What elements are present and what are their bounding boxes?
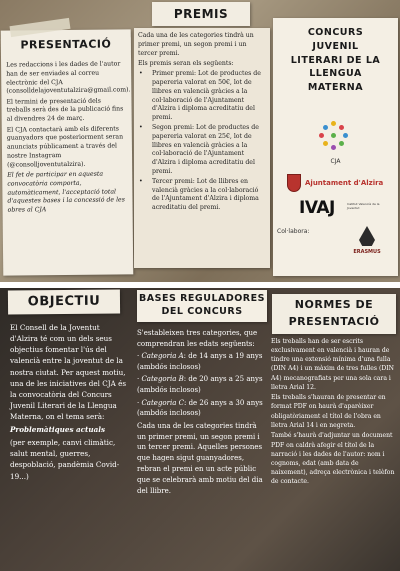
bases-title-line: DEL CONCURS (161, 306, 243, 318)
ivaj-sublabel: Institut Valencià de la Joventut (347, 202, 380, 210)
normes-body (271, 337, 397, 488)
category-text: : de 20 anys a 25 anys (ambdós inclosos) (137, 375, 263, 395)
bases-body (137, 328, 264, 498)
cja-label: CJA (330, 158, 341, 165)
objectiu-theme: Problemàtiques actuals (10, 425, 106, 435)
premis-intro-2: Els premis seran els següents: (138, 59, 234, 67)
premis-title-card (152, 2, 250, 26)
category-text: : de 14 anys a 19 anys (ambdós inclosos) (137, 352, 263, 372)
category-label: Categoria C (141, 398, 184, 407)
ship-icon (359, 226, 375, 246)
presentacio-paragraph: El CJA contactarà amb els diferents guanyadors que posteriorment seran anunciats públicament a través del nostre Instagram (@consolljoventutalzira). (6, 125, 124, 169)
presentacio-paragraph: El termini de presentació dels treballs serà des de la publicació fins al divendres 24 de març. (6, 97, 124, 123)
category-text: : de 26 anys a 30 anys (ambdós inclosos) (137, 398, 263, 418)
normes-paragraph: Els treballs s'hauran de presentar en format PDF on haurà d'aparèixer obligatòriament el títol de l'obra en lletra Arial 14 i en negreta. (271, 394, 386, 429)
concurs-title (273, 26, 398, 95)
ajuntament-label: Ajuntament d'Alzira (305, 179, 384, 187)
erasmus-label: ERASMUS (353, 249, 381, 255)
shield-icon (287, 174, 301, 192)
bases-title (137, 292, 267, 319)
concurs-title-line: LITERARI DE LA (290, 54, 381, 66)
objectiu-text: El Consell de la Joventut d'Alzira té com un dels seus objectius fomentar l'ús del valencià entre la joventut de la nostra ciutat. Per aquest motiu, una de les iniciatives del CJA és la convocatòria del Concurs Juvenil Literari de la Llengua Materna, on el tema serà: (10, 323, 127, 422)
bases-title-card (137, 290, 267, 322)
premi-item: • Tercer premi: Lot de llibres en valencià gràcies a la col·laboració de l'Ajuntament d'Alzira i diploma acreditatiu del premi. (138, 178, 266, 213)
bases-intro: S'estableixen tres categories, que comprendran les edats següents: (137, 329, 258, 348)
concurs-title-line: CONCURS (307, 27, 364, 38)
concurs-title-line: JUVENIL (312, 40, 359, 52)
premis-list (138, 70, 266, 213)
ajuntament-logo (287, 174, 392, 194)
premi-item: • Segon premi: Lot de productes de papereria valorat en 25€, lot de llibres en valencià gràcies a la col·laboració de l'Ajuntament d'Alzira i diploma acreditatiu del premi. (138, 124, 266, 177)
objectiu-theme-detail: (per exemple, canvi climàtic, salut mental, guerres, despoblació, pandèmia Covid-19...) (10, 438, 120, 481)
ivaj-logo (299, 198, 394, 220)
bases-category: · Categoria A: de 14 anys a 19 anys (ambdós inclosos) (137, 352, 263, 372)
category-label: Categoria A (141, 352, 184, 361)
objectiu-title-card (8, 290, 120, 315)
premis-panel (134, 28, 270, 268)
premis-title: PREMIS (173, 7, 229, 21)
premis-body (134, 28, 270, 213)
premi-item: • Primer premi: Lot de productes de papereria valorat en 50€, lot de llibres en valencià gràcies a la col·laboració de l'Ajuntament d'Alzira i diploma acreditatiu del premi. (138, 70, 266, 123)
colabora-label: Col·labora: (277, 228, 310, 235)
bases-category: · Categoria C: de 26 anys a 30 anys (ambdós inclosos) (137, 398, 263, 418)
bases-category: · Categoria B: de 20 anys a 25 anys (ambdós inclosos) (137, 375, 263, 395)
normes-paragraph: Els treballs han de ser escrits exclusivament en valencià i hauran de tindre una extensió mínima d'una fulla (DIN A4) i un màxim de tres fulles (DIN A4) mecanografiats per una sola cara i lletra Arial 12. (271, 338, 394, 391)
normes-title (272, 297, 396, 330)
normes-paragraph: També s'haurà d'adjuntar un document PDF on caldrà afegir el títol de la narració i les dades de l'autor: nom i cognoms, edat (amb data de naixement), adreça electrònica i telèfon de contacte. (271, 432, 395, 486)
concurs-title-line: MATERNA (307, 82, 364, 94)
ivaj-label: IVAJ (299, 198, 335, 218)
category-label: Categoria B (141, 375, 184, 384)
objectiu-body (10, 322, 128, 483)
presentacio-italic-note: El fet de participar en aquesta convocatòria comporta, automàticament, l'acceptació total d'aquestes bases i la concessió de les obres al CJA (7, 170, 125, 214)
normes-title-line: PRESENTACIÓ (288, 314, 380, 328)
erasmus-logo (347, 224, 387, 264)
cja-logo (317, 121, 353, 157)
presentacio-title: PRESENTACIÓ (1, 37, 131, 51)
bases-title-line: BASES REGULADORES (139, 293, 265, 304)
objectiu-title: OBJECTIU (27, 293, 101, 310)
presentacio-panel (1, 29, 134, 275)
normes-title-card (272, 294, 396, 334)
concurs-title-line: LLENGUA (309, 68, 362, 80)
bases-closing: Cada una de les categories tindrà un primer premi, un segon premi i un tercer premi. Aquelles persones que hagen sigut guanyadores, rebran el premi en un acte públic que se celebrarà amb motiu del dia del llibre. (137, 421, 263, 495)
presentacio-paragraph: Les redaccions i les dades de l'autor han de ser enviades al correu electrònic del CJA (consolldelajoventutalzira@gmail.com). (6, 60, 131, 96)
presentacio-body (1, 50, 133, 215)
concurs-panel (273, 18, 398, 276)
premis-intro: Cada una de les categories tindrà un primer premi, un segon premi i un tercer premi. (138, 32, 254, 57)
normes-title-line: NORMES DE (294, 298, 374, 311)
